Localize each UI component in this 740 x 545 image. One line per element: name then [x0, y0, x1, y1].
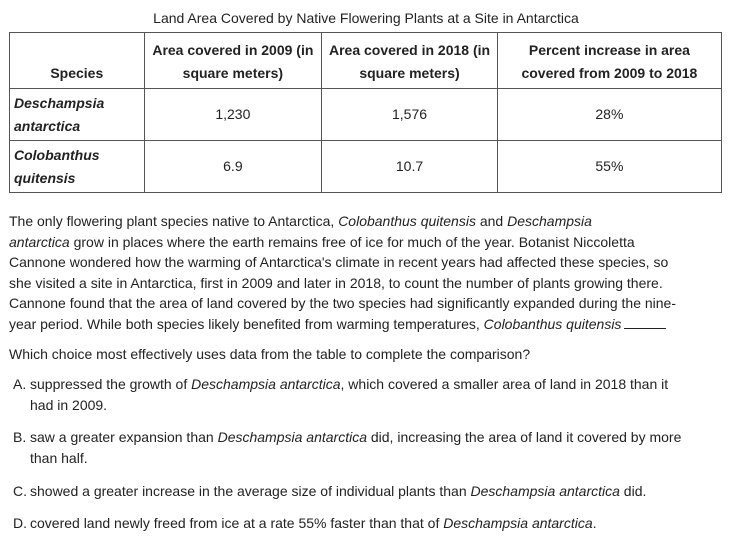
header-area-2009-line2: square meters)	[182, 65, 284, 81]
passage-line: Cannone found that the area of land covered by the two species had significantly expanded during the nine-	[9, 295, 677, 311]
passage-text-segment: year period. While both species likely benefited from warming temperatures,	[9, 315, 484, 332]
choice-text: , which covered a smaller area of land in 2018 than it	[340, 376, 669, 392]
passage-text-segment: grow in places where the earth remains free of ice for much of the year. Botanist Niccoletta	[69, 233, 635, 250]
header-percent-line1: Percent increase in area	[528, 42, 690, 58]
percent-increase-cell: 28%	[497, 89, 721, 141]
header-species	[10, 33, 145, 89]
choice-text: suppressed the growth of	[30, 376, 192, 392]
answer-blank	[624, 315, 666, 329]
passage-text	[9, 211, 721, 334]
choice-letter: C.	[13, 483, 27, 499]
passage-text-segment: and	[475, 213, 508, 229]
header-area-2018	[322, 33, 498, 89]
species-name-line1: Deschampsia	[14, 94, 105, 111]
passage-line	[9, 314, 721, 335]
choice-text: covered land newly freed from ice at a rate 55% faster than that of	[30, 515, 444, 531]
choice-text: saw a greater expansion than	[30, 429, 218, 445]
passage-line: she visited a site in Antarctica, first in 2009 and later in 2018, to count the number of plants growing there.	[9, 274, 663, 291]
table-caption: Land Area Covered by Native Flowering Plants at a Site in Antarctica	[153, 10, 579, 26]
header-percent-line2: covered from 2009 to 2018	[521, 65, 698, 81]
species-italic: Deschampsia antarctica	[443, 515, 593, 531]
header-species-label: Species	[50, 65, 104, 81]
passage-line: Cannone wondered how the warming of Antarctica's climate in recent years had affected these species, so	[9, 254, 669, 270]
choice-letter: B.	[13, 429, 27, 445]
header-area-2009-line1: Area covered in 2009 (in	[152, 42, 314, 58]
passage-line	[9, 211, 721, 232]
answer-choice-c[interactable]	[13, 481, 725, 502]
area-2018-cell: 10.7	[322, 141, 498, 193]
choice-text: did, increasing the area of land it covered by more	[366, 429, 682, 445]
species-italic: Colobanthus quitensis	[338, 213, 476, 229]
choice-letter: D.	[13, 515, 27, 531]
species-cell	[10, 141, 145, 193]
area-2009-cell: 6.9	[144, 141, 322, 193]
passage-line	[9, 232, 721, 253]
species-italic: antarctica	[9, 233, 70, 250]
percent-increase-cell: 55%	[497, 141, 721, 193]
area-2018-cell: 1,576	[322, 89, 498, 141]
species-name-line2: quitensis	[14, 169, 76, 186]
table-row	[10, 89, 722, 141]
passage-text-segment: The only flowering plant species native to Antarctica,	[9, 213, 339, 229]
species-italic: Deschampsia antarctica	[470, 483, 620, 499]
species-italic: Deschampsia antarctica	[191, 376, 341, 392]
species-italic: Deschampsia antarctica	[217, 429, 367, 445]
data-table	[9, 32, 722, 193]
species-name-line1: Colobanthus	[14, 146, 100, 163]
choice-text: .	[592, 515, 597, 531]
species-italic: Deschampsia	[507, 213, 592, 229]
choice-text: than half.	[30, 449, 88, 466]
choice-letter: A.	[13, 376, 27, 392]
header-area-2009	[144, 33, 322, 89]
table-header-row	[10, 33, 722, 89]
answer-choice-a[interactable]	[13, 374, 725, 415]
choice-text: did.	[619, 483, 647, 499]
area-2009-cell: 1,230	[144, 89, 322, 141]
species-cell	[10, 89, 145, 141]
header-percent-increase	[497, 33, 721, 89]
species-name-line2: antarctica	[14, 117, 81, 134]
table-row	[10, 141, 722, 193]
species-italic: Colobanthus quitensis	[483, 315, 622, 332]
header-area-2018-line1: Area covered in 2018 (in	[328, 42, 491, 58]
answer-choice-d[interactable]	[13, 513, 725, 534]
header-area-2018-line2: square meters)	[359, 65, 460, 81]
choice-text: showed a greater increase in the average size of individual plants than	[30, 483, 471, 499]
choice-text: had in 2009.	[30, 396, 108, 413]
answer-choice-b[interactable]	[13, 427, 725, 468]
question-prompt: Which choice most effectively uses data from the table to complete the comparison?	[9, 346, 531, 362]
